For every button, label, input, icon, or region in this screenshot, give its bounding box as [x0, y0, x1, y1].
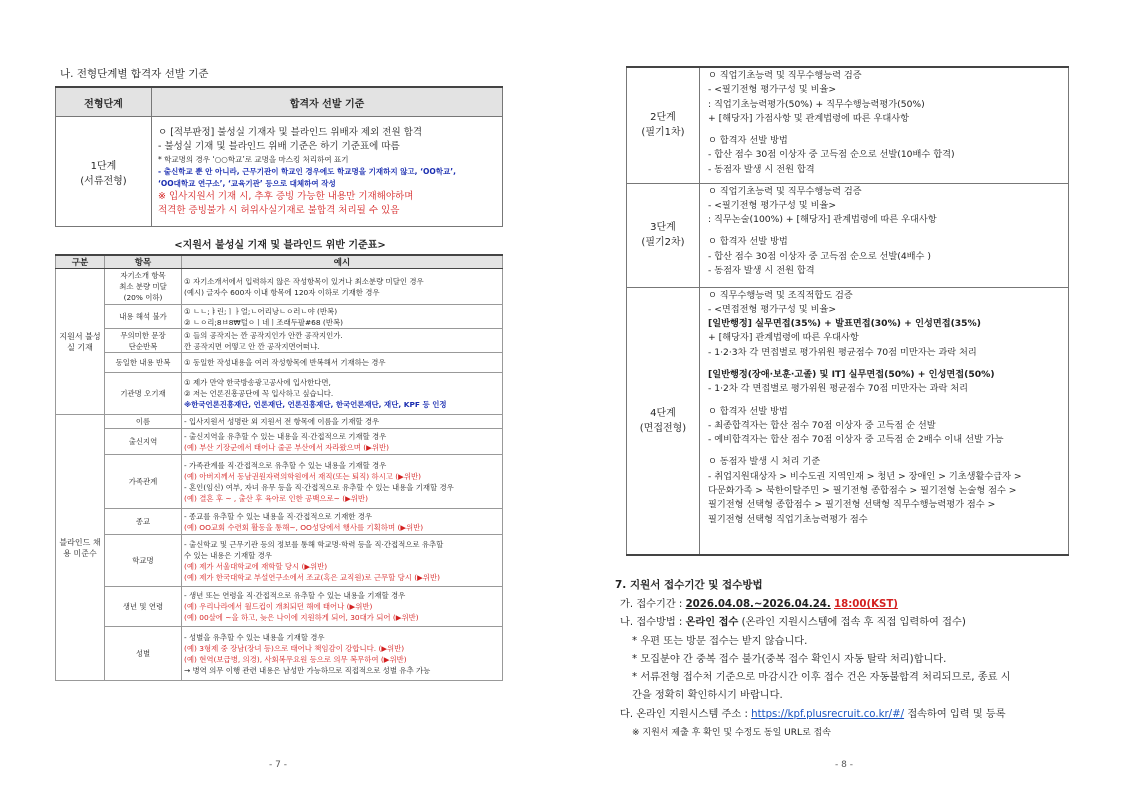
- criteria-line: - 불성실 기재 및 블라인드 위배 기준은 하기 기준표에 따름: [158, 140, 400, 152]
- category-insincere: 지원서 불성실 기재: [56, 269, 105, 415]
- final-note: ※ 지원서 제출 후 확인 및 수정도 동일 URL로 접속: [632, 728, 831, 739]
- header-example: 예시: [182, 255, 503, 269]
- criteria-item: 가족관계: [105, 455, 182, 509]
- stage-criteria-table: [55, 86, 503, 227]
- criteria-cell: [152, 117, 503, 227]
- stage-sublabel: (면접전형): [639, 422, 687, 434]
- criteria-item: 기관명 오기재: [105, 373, 182, 415]
- criteria-note-blue: ‘OO대학교 연구소’, ‘교육기관’ 등으로 대체하여 작성: [158, 178, 336, 188]
- stage-label: 2단계: [650, 112, 676, 124]
- criteria-cell: ㅇ 직업기초능력 및 직무수행능력 검증 - <필기전형 평가구성 및 비율> : 직업기초능력평가(50%) + 직무수행능력평가(50%) + [해당자] 가점사항 및 관계법령에 따른 우대사항 ㅇ 합격자 선발 방법 - 합산 점수 30점 이상자 중 고득점 순으로 선발(10배수 합격) - 동점자 발생 시 전원 합격: [700, 67, 1069, 183]
- system-row: 다. 온라인 지원시스템 주소 : https://kpf.plusrecruit.co.kr/#/ 접속하여 입력 및 등록: [620, 708, 1006, 720]
- stage-label: 3단계: [650, 222, 676, 233]
- section-7-title: 7. 지원서 접수기간 및 접수방법: [615, 579, 763, 591]
- criteria-example: - 가족관계를 직·간접적으로 유추할 수 있는 내용을 기재할 경우 (예) 아버지께서 동남권원자력의학원에서 재직(또는 퇴직) 하시고 (▶위반) - 혼인(임신) 여부, 자녀 유무 등을 직·간접적으로 유추할 수 있는 내용을 기재할 경우 (예) 결혼 후 ~ , 출산 후 육아로 인한 공백으로~ (▶위반): [182, 455, 503, 509]
- criteria-cell: ㅇ 직무수행능력 및 조직적합도 검증 - <면접전형 평가구성 및 비율> [일반행정] 실무면접(35%) + 발표면접(30%) + 인성면접(35%) + [해당자] 관계법령에 따른 우대사항 - 1·2·3차 각 면접별로 평가위원 평균점수 70점 미만자는 과락 처리 [일반행정(장애·보훈·고졸) 및 IT] 실무면접(50%) + 인성면접(50%) - 1·2차 각 면접별로 평가위원 평균점수 70점 미만자는 과락 처리 ㅇ 합격자 선발 방법 - 최종합격자는 합산 점수 70점 이상자 중 고득점 순 선발 - 예비합격자는 합산 점수 70점 이상자 중 고득점 순 2배수 이내 선발 가능 ㅇ 동점자 발생 시 처리 기준 - 취업지원대상자 > 비수도권 지역인재 > 청년 > 장애인 > 기초생활수급자 > 다문화가족 > 북한이탈주민 > 필기전형 종합점수 > 필기전형 논술형 점수 > 필기전형 선택형 종합점수 > 필기전형 선택형 직무수행능력평가 점수 > 필기전형 선택형 직업기초능력평가 점수: [700, 287, 1069, 555]
- period-row: 가. 접수기간 : 2026.04.08.~2026.04.24. 18:00(KST): [620, 599, 898, 610]
- criteria-item: 동일한 내용 반복: [105, 353, 182, 373]
- page-number: - 8 -: [835, 760, 853, 770]
- page-number: - 7 -: [269, 760, 287, 770]
- note: * 모집분야 간 중복 접수 불가(중복 접수 확인시 자동 탈락 처리)합니다.: [632, 653, 947, 665]
- criteria-line: ㅇ [적부판정] 불성실 기재자 및 블라인드 위배자 제외 전원 합격: [158, 126, 423, 138]
- criteria-warning: 적격한 증빙불가 시 허위사실기재로 불합격 처리될 수 있음: [158, 204, 400, 216]
- stage-cell: [56, 117, 152, 227]
- criteria-warning: ※ 입사지원서 기재 시, 추후 증빙 가능한 내용만 기재해야하며: [158, 190, 414, 202]
- criteria-note: * 학교명의 경우 ‘○○학교’로 교명을 마스킹 처리하여 표기: [158, 154, 349, 164]
- stage-cell: [627, 67, 700, 183]
- criteria-example: ① 들의 공작지는 깐 공작지인가 안깐 공작지인가. 깐 공작지면 어떻고 안 깐 공작지면어떠냐.: [182, 329, 503, 353]
- stage-sublabel: (필기1차): [641, 127, 685, 139]
- stage-cell: [627, 287, 700, 555]
- criteria-item: 무의미한 문장 단순반복: [105, 329, 182, 353]
- system-url-link[interactable]: https://kpf.plusrecruit.co.kr/#/: [751, 708, 905, 720]
- category-blind: 블라인드 채용 미준수: [56, 415, 105, 681]
- header-criteria: 합격자 선발 기준: [152, 87, 503, 117]
- stage-label: 1단계: [90, 160, 117, 172]
- criteria-table-title: <지원서 불성실 기재 및 블라인드 위반 기준표>: [174, 240, 386, 251]
- criteria-example: - 입사지원서 성명란 외 지원서 전 항목에 이름을 기재할 경우: [182, 415, 503, 429]
- criteria-example: - 출신지역을 유추할 수 있는 내용을 직·간접적으로 기재할 경우 (예) 부산 기장군에서 태어나 줄곧 부산에서 자라왔으며 (▶위반): [182, 429, 503, 455]
- criteria-example: - 생년 또는 연령을 직·간접적으로 유추할 수 있는 내용을 기재할 경우 (예) 우리나라에서 월드컵이 개최되던 해에 태어나 (▶위반) (예) 00살에 ~을 하고, 늦은 나이에 지원하게 되어, 30대가 되어 (▶위반): [182, 587, 503, 627]
- criteria-example: - 종교를 유추할 수 있는 내용을 직·간접적으로 기재한 경우 (예) OO교회 수련회 활동을 통해~, OO성당에서 행사를 기획하며 (▶위반): [182, 509, 503, 535]
- criteria-item: 자기소개 항목 최소 분량 미달 (20% 이하): [105, 269, 182, 305]
- criteria-example: ① ㄴㄴ;ㅑ린;ㅣㅏ얼;ㄴ어리낭ㄴㅇ러ㄴ야 (반복) ② ㄴㅇ리;8ㅂ8₩털ㅇㅣ네ㅣ조래두팔#68 (반복): [182, 305, 503, 329]
- stage-sublabel: (필기2차): [641, 237, 685, 248]
- criteria-item: 내용 해석 불가: [105, 305, 182, 329]
- criteria-example: ① 동일한 작성내용을 여러 작성항목에 반복해서 기재하는 경우: [182, 353, 503, 373]
- page-7: [0, 0, 560, 793]
- section-title: 나. 전형단계별 합격자 선발 기준: [60, 68, 209, 80]
- criteria-item: 학교명: [105, 535, 182, 587]
- criteria-note-blue: - 출신학교 뿐 안 아니라, 근무기관이 학교인 경우에도 학교명을 기재하지 않고, ‘OO학교’,: [158, 166, 456, 176]
- criteria-example: - 출신학교 및 근무기관 등의 정보를 통해 학교명·학력 등을 직·간접적으로 유추할 수 있는 내용은 기재할 경우 (예) 제가 서울대학교에 재학할 당시 (▶위반) (예) 제가 한국대학교 부설연구소에서 조교(혹은 교직원)로 근무할 당시 (▶위반): [182, 535, 503, 587]
- stage-criteria-table-continued: [626, 66, 1069, 556]
- note: * 우편 또는 방문 접수는 받지 않습니다.: [632, 635, 808, 647]
- stage-sublabel: (서류전형): [80, 175, 127, 187]
- method-row: 나. 접수방법 : 온라인 접수 (온라인 지원시스템에 접속 후 직접 입력하여 접수): [620, 617, 966, 629]
- header-category: 구분: [56, 255, 105, 269]
- header-stage: 전형단계: [56, 87, 152, 117]
- stage-cell: [627, 183, 700, 287]
- criteria-example: ① 제가 만약 한국방송광고공사에 입사한다면, ② 저는 언론진흥공단에 꼭 입사하고 싶습니다. ※한국언론진흥재단, 언론재단, 언론진흥재단, 한국언론재단, 재단, KPF 등 인정: [182, 373, 503, 415]
- header-item: 항목: [105, 255, 182, 269]
- note: * 서류전형 접수처 기준으로 마감시간 이후 접수 건은 자동불합격 처리되므로, 종료 시: [632, 672, 1011, 684]
- criteria-item: 성별: [105, 627, 182, 681]
- criteria-item: 종교: [105, 509, 182, 535]
- note: 간을 정확히 확인하시기 바랍니다.: [632, 690, 783, 702]
- criteria-example: - 성별을 유추할 수 있는 내용을 기재할 경우 (예) 3형제 중 장남(장녀 등)으로 태어나 책임감이 강합니다. (▶위반) (예) 현역(보급병, 의경), 사회복무요원 등으로 의무 복무하여 (▶위반) → 병역 의무 이행 관련 내용은 남성만 가능하므로 직접적으로 성별 유추 가능: [182, 627, 503, 681]
- criteria-example: ① 자기소개서에서 입력하지 않은 작성항목이 있거나 최소분량 미달인 경우 (예시) 글자수 600자 이내 항목에 120자 이하로 기재한 경우: [182, 269, 503, 305]
- criteria-item: 생년 및 연령: [105, 587, 182, 627]
- stage-label: 4단계: [650, 407, 676, 419]
- application-info: [620, 596, 1070, 742]
- criteria-cell: ㅇ 직업기초능력 및 직무수행능력 검증 - <필기전형 평가구성 및 비율> : 직무논술(100%) + [해당자] 관계법령에 따른 우대사항 ㅇ 합격자 선발 방법 - 합산 점수 30점 이상자 중 고득점 순으로 선발(4배수 ) - 동점자 발생 시 전원 합격: [700, 183, 1069, 287]
- blind-criteria-table: [55, 254, 503, 681]
- criteria-item: 출신지역: [105, 429, 182, 455]
- criteria-item: 이름: [105, 415, 182, 429]
